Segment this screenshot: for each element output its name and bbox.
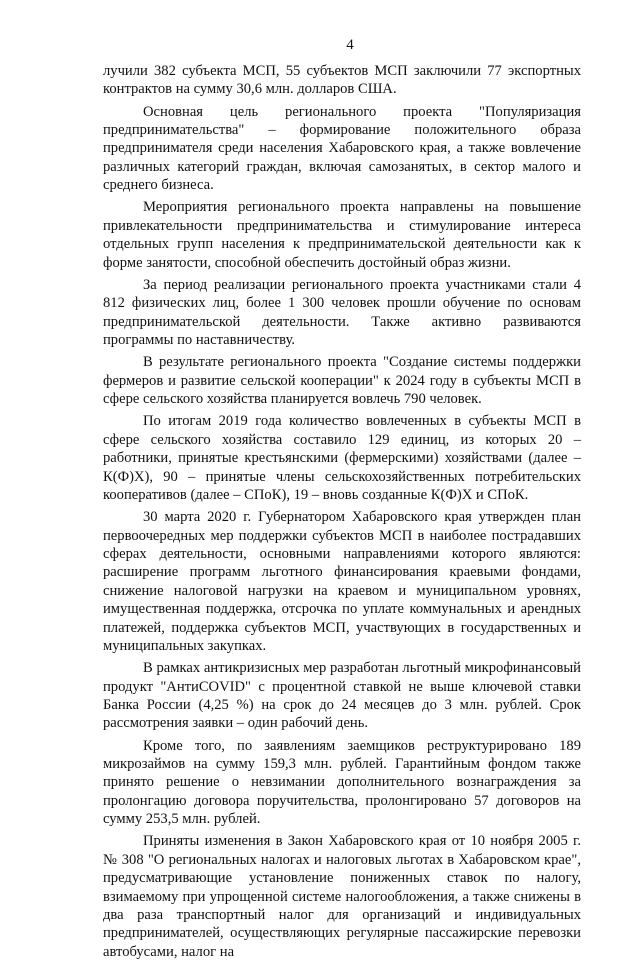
- paragraph-restructuring: Кроме того, по заявлениям заемщиков реструктурировано 189 микрозаймов на сумму 159,3 млн. рублей. Гарантийным фондом также принято решение о невзимании дополнительного вознаграждения за пролонгацию договора поручительства, пролонгировано 57 договоров на сумму 253,5 млн. рублей.: [103, 737, 581, 828]
- paragraph-farmers-project: В результате регионального проекта "Создание системы поддержки фермеров и развитие сельской кооперации" к 2024 году в субъекты МСП в сфере сельского хозяйства планируется вовлечь 790 человек.: [103, 354, 581, 408]
- paragraph-project-measures: Мероприятия регионального проекта направлены на повышение привлекательности предпринимательства и стимулирование интереса отдельных групп населения к предпринимательской деятельности как к форме занятости, способной обеспечить достойный образ жизни.: [103, 199, 581, 271]
- paragraph-2019-results: По итогам 2019 года количество вовлеченных в субъекты МСП в сфере сельского хозяйства составило 129 единиц, из которых 20 – работники, принятые крестьянскими (фермерскими) хозяйствами (далее – К(Ф)Х), 90 – принятые члены сельскохозяйственных потребительских кооперативов (далее – СПоК), 19 – вновь созданные К(Ф)Х и СПоК.: [103, 413, 581, 503]
- paragraph-support-plan: 30 марта 2020 г. Губернатором Хабаровского края утвержден план первоочередных мер поддержки субъектов МСП в наиболее пострадавших сферах деятельности, основными направлениями которого являются: расширение программ льготного финансирования краевыми фондами, снижение налоговой нагрузки на краевом и муниципальном уровнях, имущественная поддержка, отсрочка по уплате коммунальных и арендных платежей, поддержка субъектов МСП, участвующих в государственных и муниципальных закупках.: [103, 509, 581, 654]
- page-number: 4: [346, 37, 354, 53]
- paragraph-tax-law-changes: Приняты изменения в Закон Хабаровского края от 10 ноября 2005 г. № 308 "О региональных налогах и налоговых льготах в Хабаровском крае", предусматривающие установление пониженных ставок по налогу, взимаемому при упрощенной системе налогообложения, а также снижены в два раза транспортный налог для организаций и индивидуальных предпринимателей, осуществляющих регулярные пассажирские перевозки автобусами, налог на: [103, 833, 581, 960]
- paragraph-participants: За период реализации регионального проекта участниками стали 4 812 физических лиц, более 1 300 человек прошли обучение по основам предпринимательской деятельности. Также активно развиваются программы по наставничеству.: [103, 276, 581, 349]
- paragraph-popularization-goal: Основная цель регионального проекта "Популяризация предпринимательства" – формирование положительного образа предпринимателя среди населения Хабаровского края, а также вовлечение различных категорий граждан, включая самозанятых, в сектор малого и среднего бизнеса.: [103, 103, 581, 194]
- paragraph-anticovid-product: В рамках антикризисных мер разработан льготный микрофинансовый продукт "АнтиCOVID" с процентной ставкой не выше ключевой ставки Банка России (4,25 %) на срок до 24 месяцев до 3 млн. рублей. Срок рассмотрения заявки – один рабочий день.: [103, 660, 581, 732]
- paragraph-continuation: лучили 382 субъекта МСП, 55 субъектов МСП заключили 77 экспортных контрактов на сумму 30,6 млн. долларов США.: [103, 63, 581, 98]
- document-body: [103, 62, 581, 965]
